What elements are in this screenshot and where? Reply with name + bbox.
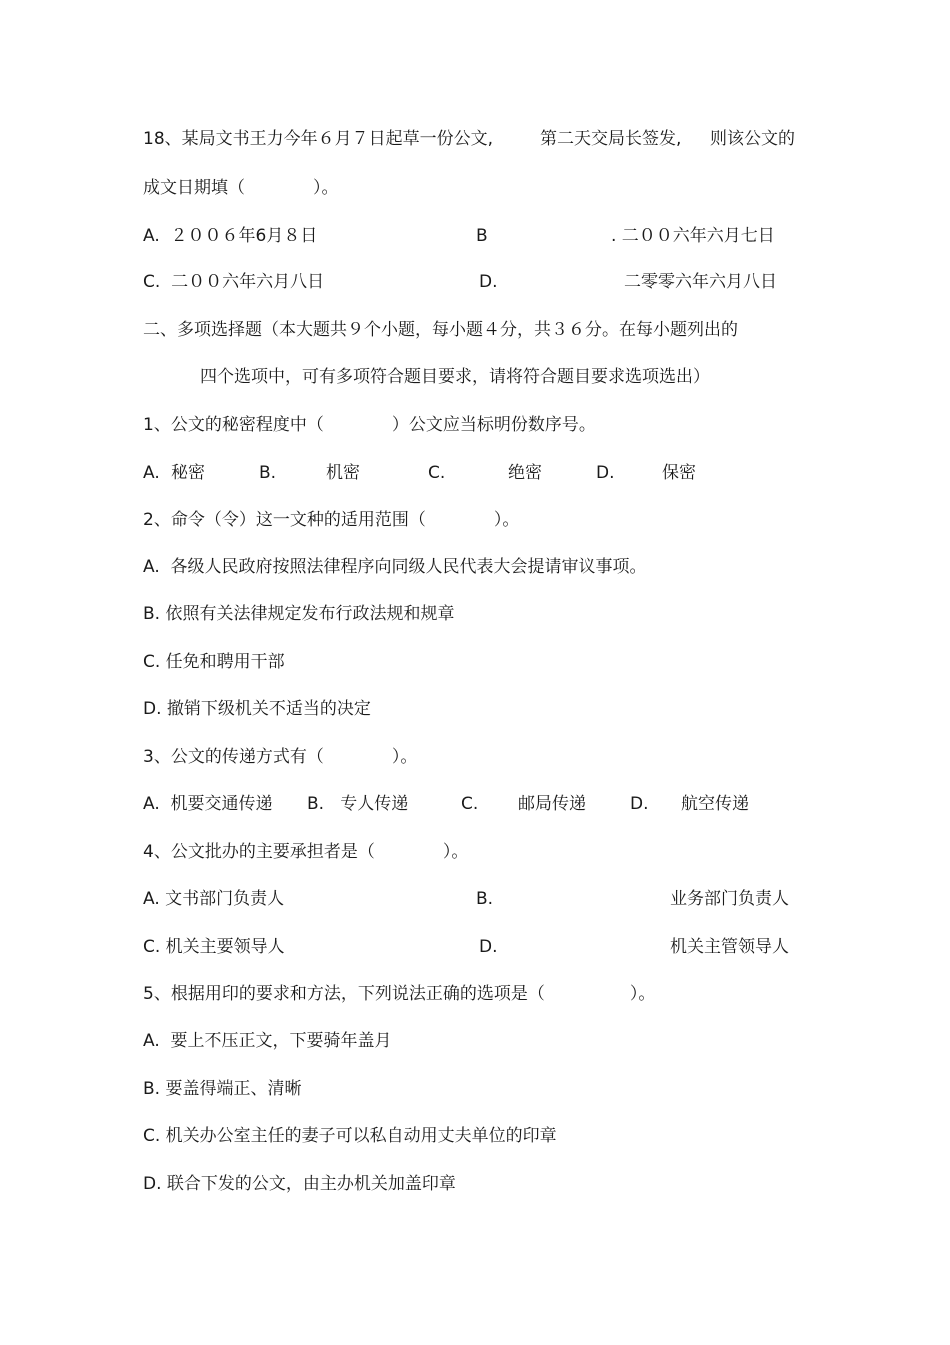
q2-option-c: C. 任免和聘用干部 bbox=[143, 652, 285, 672]
q18-stem-part2: 第二天交局长签发, bbox=[540, 129, 682, 149]
q4-option-d-label: D. bbox=[479, 937, 498, 957]
q1-option-a-label: A. bbox=[143, 463, 160, 483]
section2-note: 四个选项中，可有多项符合题目要求，请将符合题目要求选项选出） bbox=[200, 367, 710, 387]
q18-option-c: C. 二００六年六月八日 bbox=[143, 272, 325, 292]
q3-stem: 3、公文的传递方式有（ ）。 bbox=[143, 747, 418, 767]
q18-options-cd bbox=[143, 271, 803, 293]
q18-option-d-label: D. bbox=[479, 272, 498, 292]
q2-option-b: B. 依照有关法律规定发布行政法规和规章 bbox=[143, 604, 455, 624]
q18-stem-part1: 18、某局文书王力今年６月７日起草一份公文, bbox=[143, 129, 494, 149]
q1-option-d-label: D. bbox=[596, 463, 615, 483]
q18-option-b-text: . 二００六年六月七日 bbox=[611, 226, 775, 246]
q4-stem: 4、公文批办的主要承担者是（ ）。 bbox=[143, 842, 469, 862]
q18-option-b-label: B bbox=[476, 226, 488, 246]
q4-option-b-text: 业务部门负责人 bbox=[670, 889, 789, 909]
q4-options-ab bbox=[143, 888, 803, 910]
q1-options bbox=[143, 462, 803, 484]
q4-option-c: C. 机关主要领导人 bbox=[143, 937, 285, 957]
q18-stem-line1 bbox=[143, 128, 795, 150]
q2-option-d: D. 撤销下级机关不适当的决定 bbox=[143, 699, 371, 719]
q1-option-b-text: 机密 bbox=[326, 463, 360, 483]
q18-option-a: A. ２００６年6月８日 bbox=[143, 226, 318, 246]
q4-option-b-label: B. bbox=[476, 889, 494, 909]
q1-stem: 1、公文的秘密程度中（ ）公文应当标明份数序号。 bbox=[143, 415, 596, 435]
q5-option-c: C. 机关办公室主任的妻子可以私自动用丈夫单位的印章 bbox=[143, 1126, 557, 1146]
q4-option-a: A. 文书部门负责人 bbox=[143, 889, 285, 909]
q5-option-d: D. 联合下发的公文，由主办机关加盖印章 bbox=[143, 1174, 456, 1194]
q1-option-d-text: 保密 bbox=[662, 463, 696, 483]
q3-option-c-text: 邮局传递 bbox=[518, 794, 586, 814]
q1-option-c-label: C. bbox=[428, 463, 446, 483]
q3-option-c-label: C. bbox=[461, 794, 479, 814]
q3-option-d-label: D. bbox=[630, 794, 649, 814]
q3-option-a: A. 机要交通传递 bbox=[143, 794, 273, 814]
section2-title: 二、多项选择题（本大题共９个小题，每小题４分，共３６分。在每小题列出的 bbox=[143, 320, 738, 340]
q18-stem-line2: 成文日期填（ ）。 bbox=[143, 178, 339, 198]
q4-option-d-text: 机关主管领导人 bbox=[670, 937, 789, 957]
q1-option-a-text: 秘密 bbox=[171, 463, 205, 483]
q2-stem: 2、命令（令）这一文种的适用范围（ ）。 bbox=[143, 510, 520, 530]
q18-option-d-text: 二零零六年六月八日 bbox=[624, 272, 777, 292]
q4-options-cd bbox=[143, 936, 803, 958]
q3-option-d-text: 航空传递 bbox=[681, 794, 749, 814]
q18-stem-part3: 则该公文的 bbox=[710, 129, 795, 149]
q3-options bbox=[143, 793, 803, 815]
q1-option-c-text: 绝密 bbox=[508, 463, 542, 483]
q2-option-a: A. 各级人民政府按照法律程序向同级人民代表大会提请审议事项。 bbox=[143, 557, 647, 577]
q1-option-b-label: B. bbox=[259, 463, 277, 483]
q3-option-b: B. 专人传递 bbox=[307, 794, 409, 814]
q18-options-ab bbox=[143, 225, 803, 247]
q5-option-a: A. 要上不压正文，下要骑年盖月 bbox=[143, 1031, 392, 1051]
q5-stem: 5、根据用印的要求和方法，下列说法正确的选项是（ ）。 bbox=[143, 984, 656, 1004]
q5-option-b: B. 要盖得端正、清晰 bbox=[143, 1079, 302, 1099]
